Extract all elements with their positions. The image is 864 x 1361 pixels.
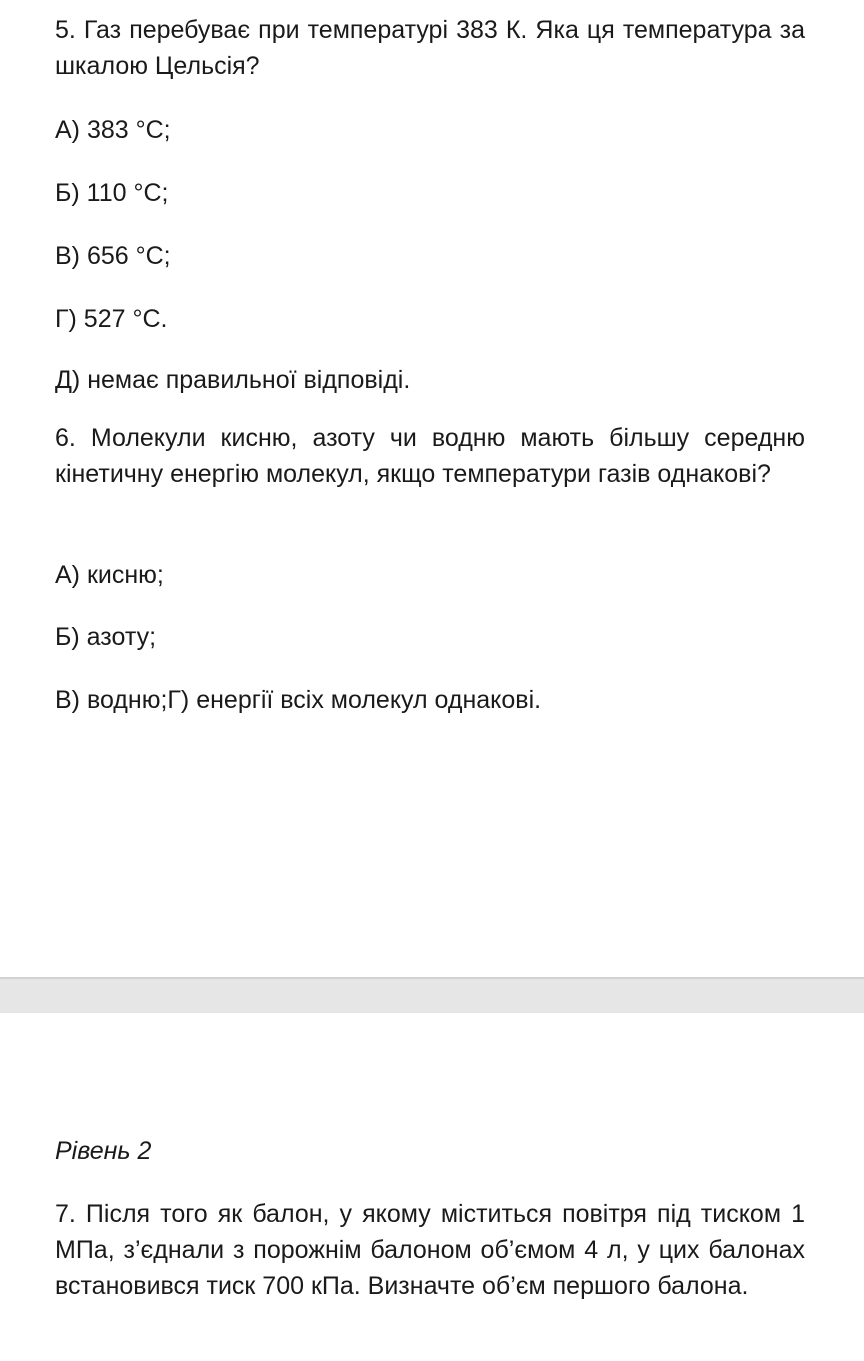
level-heading: Рівень 2 [55, 1137, 152, 1165]
question-6-option-a: А) кисню; [55, 561, 164, 589]
question-5-option-d: Г) 527 °С. [55, 305, 168, 333]
question-5-option-c: В) 656 °С; [55, 242, 171, 270]
question-5-option-a: А) 383 °С; [55, 116, 171, 144]
document-page-2 [0, 1013, 864, 1361]
question-6-option-b: Б) азоту; [55, 623, 157, 651]
question-5-text: 5. Газ перебуває при температурі 383 К. Яка ця температура за шкалою Цельсія? [55, 16, 805, 80]
question-6-option-c: В) водню;Г) енергії всіх молекул однакові. [55, 686, 542, 714]
question-5-option-e: Д) немає правильної відповіді. [55, 366, 411, 394]
page-separator [0, 977, 864, 1013]
question-7-text: 7. Після того як балон, у якому міститься повітря під тиском 1 МПа, з’єднали з порожнім балоном об’ємом 4 л, у цих балонах встановився тиск 700 кПа. Визначте об’єм першого балона. [55, 1200, 805, 1300]
question-5-option-b: Б) 110 °С; [55, 179, 169, 207]
question-6-text: 6. Молекули кисню, азоту чи водню мають більшу середню кінетичну енергію молекул, якщо температури газів однакові? [55, 424, 805, 488]
